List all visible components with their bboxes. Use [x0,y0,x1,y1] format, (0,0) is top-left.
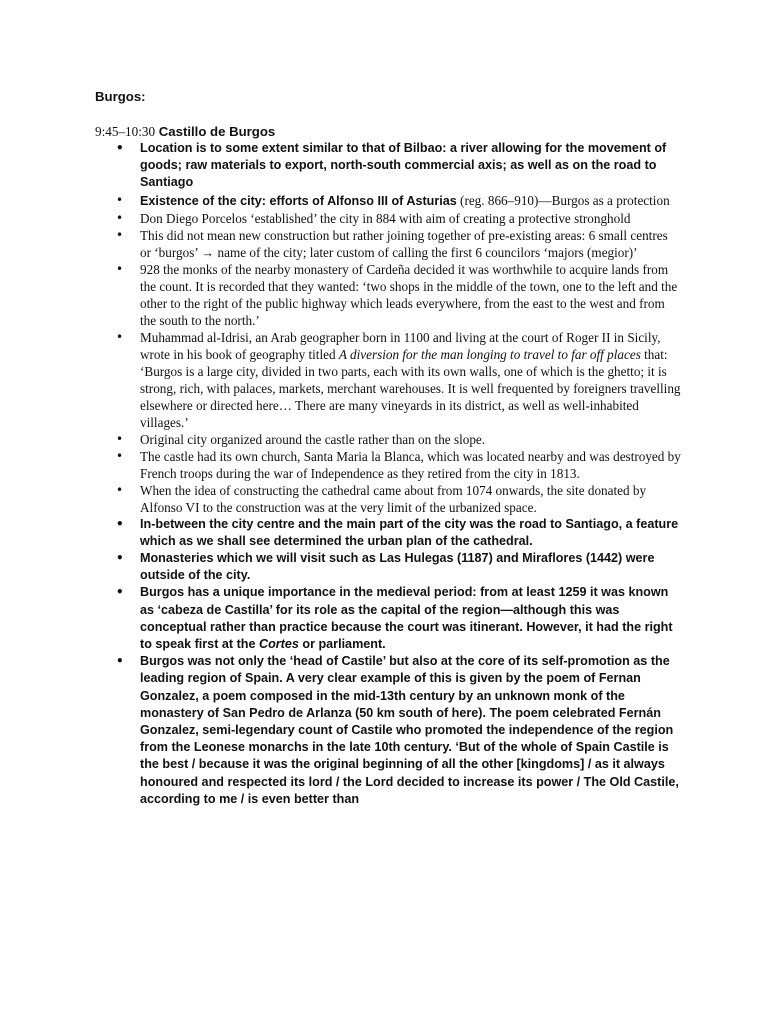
list-item [95,140,681,192]
bullet-icon: • [116,227,124,242]
list-item-text: In-between the city centre and the main part of the city was the road to Santiago, a feature which as we shall see determined the urban plan of the cathedral. [140,516,679,548]
list-item [95,431,681,448]
list-item-text: Muhammad al-Idrisi, an Arab geographer born in 1100 and living at the court of Roger II in Sicily, wrote in his book of geography titled [140,329,661,362]
bullet-icon: • [116,261,124,276]
session-place: Castillo de Burgos [158,124,276,139]
document-title: Burgos: [95,89,146,104]
list-item [95,516,681,550]
list-item-text: The castle had its own church, Santa Maria la Blanca, which was located nearby and was destroyed by French troops during the war of Independence as they retired from the city in 1813. [140,448,681,481]
list-item-text: Burgos was not only the ‘head of Castile’ but also at the core of its self-promotion as the leading region of Spain. A very clear example of this is given by the poem of Fernan Gonzalez, a poem composed in the mid-13th century by an unknown monk of the monastery of San Pedro de Arlanza (50 km south of here). The poem celebrated Fernán Gonzalez, semi-legendary count of Castile who promoted the independence of the region from the Leonese monarchs in the late 10th century. ‘But of the whole of Spain Castile is the best / because it was the original beginning of all the other [kingdoms] / as it always honoured and respected its lord / the Lord decided to increase its power / The Old Castile, according to me / is even better than [140,654,679,806]
list-item-text-continued: that: ‘Burgos is a large city, divided in two parts, each with its own walls, one of which is the ghetto; it is strong, rich, with palaces, markets, merchant warehouses. It is well frequented by foreigners travelling elsewhere or directed here… There are many vineyards in its district, as well as well-inhabited villages.’ [140,346,681,430]
list-item [95,227,681,261]
bullet-icon: • [116,329,124,344]
list-item [95,448,681,482]
list-item [95,329,681,431]
bullet-icon: • [116,482,124,497]
list-item-text: (reg. 866–910)—Burgos as a protection [456,192,670,208]
bullet-icon: • [116,448,124,463]
cortes-term: Cortes [258,637,299,652]
list-item [95,584,681,653]
bullet-list [95,140,681,808]
list-item [95,653,681,808]
list-item-text: Don Diego Porcelos ‘established’ the city in 884 with aim of creating a protective stronghold [140,210,631,226]
document-page [95,88,681,808]
list-item-text-continued: name of the city; later custom of calling the first 6 councilors ‘majors (megior)’ [214,244,638,260]
list-item [95,261,681,329]
book-title: A diversion for the man longing to travel to far off places [338,346,641,362]
list-item-bold-text: Existence of the city: efforts of Alfonso III of Asturias [140,193,457,208]
bullet-icon: • [116,551,124,566]
list-item-text: Monasteries which we will visit such as Las Hulegas (1187) and Miraflores (1442) were outside of the city. [140,551,655,583]
list-item-text: Location is to some extent similar to that of Bilbao: a river allowing for the movement of goods; raw materials to export, north-south commercial axis; as well as on the road to Santiago [140,141,667,190]
arrow-icon: → [201,244,215,260]
bullet-icon: • [116,431,124,446]
list-item-text: Burgos has a unique importance in the medieval period: from at least 1259 it was known as ‘cabeza de Castilla’ for its role as the capital of the region—although this was conceptual rather than practice because the court was itinerant. However, it had the right to speak first at the [140,585,673,652]
bullet-icon: • [116,516,124,531]
session-time: 9:45–10:30 [95,124,156,139]
session-heading [95,123,681,140]
list-item-text: This did not mean new construction but rather joining together of pre-existing areas: 6 small centres or ‘burgos’ [140,227,668,260]
list-item [95,192,681,210]
bullet-icon: • [116,141,124,155]
bullet-icon: • [116,210,124,225]
list-item-text: When the idea of constructing the cathedral came about from 1074 onwards, the site donated by Alfonso VI to the construction was at the very limit of the urbanized space. [140,482,647,515]
list-item [95,482,681,516]
list-item [95,550,681,584]
list-item-text: Original city organized around the castle rather than on the slope. [140,431,486,447]
list-item-text-continued: or parliament. [298,637,386,652]
list-item [95,210,681,227]
bullet-icon: • [116,585,124,600]
bullet-icon: • [116,654,124,669]
bullet-icon: • [116,192,124,207]
list-item-text: 928 the monks of the nearby monastery of Cardeña decided it was worthwhile to acquire lands from the count. It is recorded that they wanted: ‘two shops in the middle of the town, one to the left and the other to the right of the public highway which leads everywhere, from the east to the west and from the south to the north.’ [140,261,678,328]
